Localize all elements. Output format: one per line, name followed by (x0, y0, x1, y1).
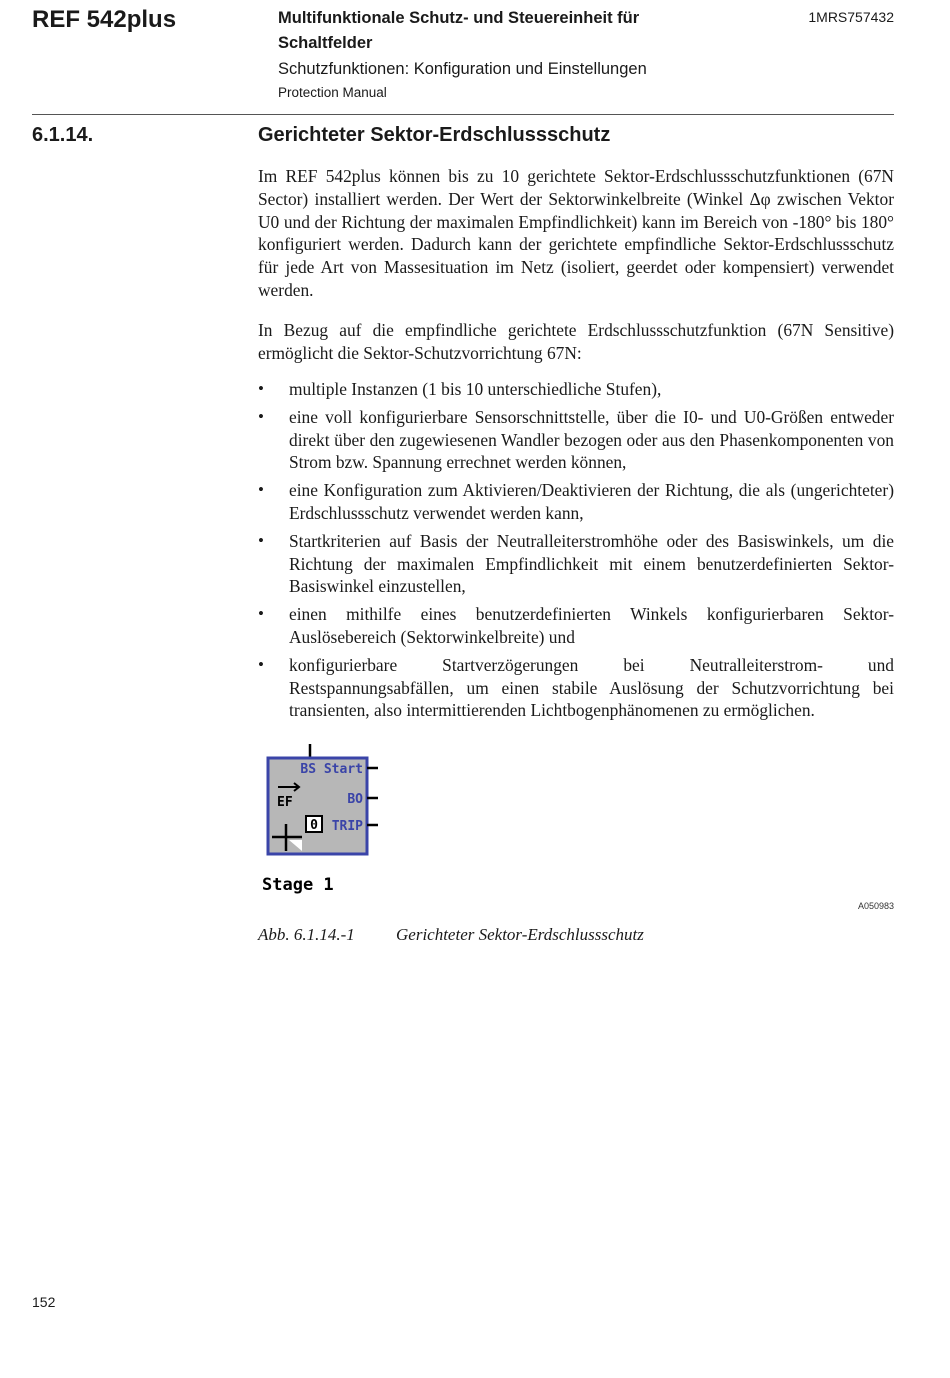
feature-list (258, 378, 894, 727)
function-block-figure (258, 744, 388, 894)
document-id: 1MRS757432 (808, 9, 894, 25)
product-name: REF 542plus (32, 6, 177, 33)
figure-id: A050983 (857, 901, 894, 911)
header-divider (32, 114, 894, 115)
label-trip: TRIP (331, 819, 363, 834)
label-bo: BO (347, 792, 363, 807)
caption-number: Abb. 6.1.14.-1 (258, 925, 355, 944)
list-item: • eine Konfiguration zum Aktivieren/Deaktivieren der Richtung, die als (ungerichteter) Erdschlussschutz verwendet werden kann, (258, 479, 894, 525)
list-item: • multiple Instanzen (1 bis 10 unterschiedliche Stufen), (258, 378, 894, 401)
label-bs-start: BS Start (300, 762, 363, 777)
page-number: 152 (32, 1294, 56, 1310)
paragraph-intro: Im REF 542plus können bis zu 10 gerichtete Sektor-Erdschlussschutzfunktionen (67N Sector) installiert werden. Der Wert der Sektorwinkelbreite (Winkel Δφ zwischen Vektor U0 und der Richtung der maximalen Empfindlichkeit) kann im Bereich von -180° bis 180° konfiguriert werden. Dadurch kann der gerichtete empfindliche Sektor-Erdschlussschutz für jede Art von Massesituation im Netz (isoliert, geerdet oder kompensiert) verwendet werden. (258, 166, 894, 300)
section-number: 6.1.14. (32, 124, 94, 146)
section-title: Gerichteter Sektor-Erdschlussschutz (258, 124, 611, 146)
header-title-line2: Schaltfelder (278, 34, 373, 52)
label-ef: EF (277, 795, 293, 810)
caption-text: Gerichteter Sektor-Erdschlussschutz (396, 925, 644, 944)
header-subtitle: Schutzfunktionen: Konfiguration und Einstellungen (278, 60, 647, 78)
list-item: • einen mithilfe eines benutzerdefinierten Winkels konfigurierbaren Sektor-Auslösebereich (Sektorwinkelbreite) und (258, 603, 894, 649)
paragraph-features: In Bezug auf die empfindliche gerichtete Erdschlussschutzfunktion (67N Sensitive) ermöglicht die Sektor-Schutzvorrichtung 67N: (258, 320, 894, 363)
label-zero: 0 (310, 818, 318, 833)
header-manual: Protection Manual (278, 85, 387, 100)
figure-caption (258, 925, 644, 945)
list-item: • Startkriterien auf Basis der Neutralleiterstromhöhe oder des Basiswinkels, um die Richtung der maximalen Empfindlichkeit mit einem benutzerdefinierten Sektor-Basiswinkel einzustellen, (258, 530, 894, 598)
list-item: • konfigurierbare Startverzögerungen bei Neutralleiterstrom- und Restspannungsabfällen, um einen stabile Auslösung der Schutzvorrichtung bei transienten, also intermittierenden Lichtbogenphänomenen zu ermöglichen. (258, 654, 894, 722)
list-item: • eine voll konfigurierbare Sensorschnittstelle, über die I0- und U0-Größen entweder direkt über den zugewiesenen Wandler bezogen oder aus den Phasenkomponenten von Strom bzw. Spannung errechnet werden können, (258, 406, 894, 474)
document-header (278, 6, 748, 103)
header-title-line1: Multifunktionale Schutz- und Steuereinheit für (278, 9, 640, 27)
stage-label: Stage 1 (262, 875, 334, 894)
